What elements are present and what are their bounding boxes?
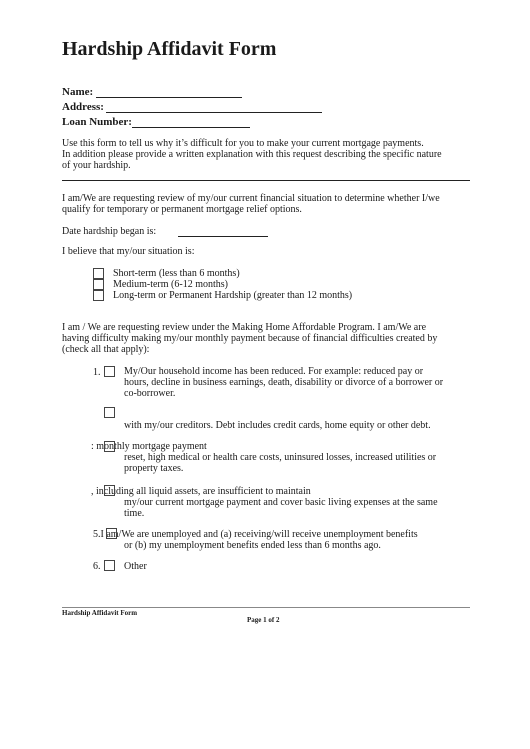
- intro-line: In addition please provide a written explanation with this request describing the specific nature: [62, 149, 442, 160]
- situation-label: I believe that my/our situation is:: [62, 246, 195, 257]
- item-5-text: 5.I am/We are unemployed and (a) receiving/will receive unemployment benefits: [93, 529, 418, 540]
- section-divider: [62, 180, 470, 181]
- item-1-text: My/Our household income has been reduced. For example: reduced pay or: [124, 366, 424, 377]
- intro-line: Use this form to tell us why it’s difficult for you to make your current mortgage payments.: [62, 138, 424, 149]
- item-4-text: , including all liquid assets, are insufficient to maintain: [91, 486, 311, 497]
- item-3-text: property taxes.: [124, 463, 184, 474]
- hamp-line: having difficulty making my/our monthly payment because of financial difficulties created by: [62, 333, 438, 344]
- name-field[interactable]: [96, 97, 242, 98]
- payment-reset-checkbox[interactable]: [104, 441, 115, 452]
- hamp-line: I am / We are requesting review under the Making Home Affordable Program. I am/We are: [62, 322, 427, 333]
- review-line: qualify for temporary or permanent mortgage relief options.: [62, 204, 302, 215]
- medium-term-checkbox[interactable]: [93, 279, 104, 290]
- form-title: Hardship Affidavit Form: [62, 38, 277, 60]
- item-6-number: 6.: [93, 561, 101, 572]
- item-1-text: hours, decline in business earnings, death, disability or divorce of a borrower or: [124, 377, 444, 388]
- loan-number-label: Loan Number:: [62, 116, 132, 128]
- item-4-text: time.: [124, 508, 145, 519]
- item-6-text: Other: [124, 561, 147, 572]
- income-reduced-checkbox[interactable]: [104, 366, 115, 377]
- short-term-label: Short-term (less than 6 months): [113, 268, 240, 279]
- address-field[interactable]: [106, 112, 322, 113]
- page-number: Page 1 of 2: [247, 616, 280, 624]
- liquid-assets-checkbox[interactable]: [104, 485, 115, 496]
- item-4-text: my/our current mortgage payment and cover basic living expenses at the same: [124, 497, 438, 508]
- item-3-text: : monthly mortgage payment: [91, 441, 207, 452]
- item-1-text: co-borrower.: [124, 388, 176, 399]
- loan-number-field[interactable]: [132, 127, 250, 128]
- creditors-checkbox[interactable]: [104, 407, 115, 418]
- hamp-line: (check all that apply):: [62, 344, 150, 355]
- review-line: I am/We are requesting review of my/our current financial situation to determine whether I/we: [62, 193, 440, 204]
- item-3-text: reset, high medical or health care costs, uninsured losses, increased utilities or: [124, 452, 437, 463]
- long-term-label: Long-term or Permanent Hardship (greater than 12 months): [113, 290, 353, 301]
- item-1-number: 1.: [93, 367, 101, 378]
- long-term-checkbox[interactable]: [93, 290, 104, 301]
- footer-form-name: Hardship Affidavit Form: [62, 609, 138, 617]
- name-label: Name:: [62, 86, 94, 98]
- address-label: Address:: [62, 101, 104, 113]
- medium-term-label: Medium-term (6-12 months): [113, 279, 228, 290]
- footer-divider: [62, 607, 470, 608]
- intro-line: of your hardship.: [62, 160, 131, 171]
- short-term-checkbox[interactable]: [93, 268, 104, 279]
- other-checkbox[interactable]: [104, 560, 115, 571]
- unemployed-checkbox[interactable]: [106, 528, 117, 539]
- item-5-text: or (b) my unemployment benefits ended less than 6 months ago.: [124, 540, 381, 551]
- date-hardship-field[interactable]: [178, 236, 268, 237]
- item-2-text: with my/our creditors. Debt includes credit cards, home equity or other debt.: [124, 420, 431, 431]
- date-hardship-label: Date hardship began is:: [62, 226, 157, 237]
